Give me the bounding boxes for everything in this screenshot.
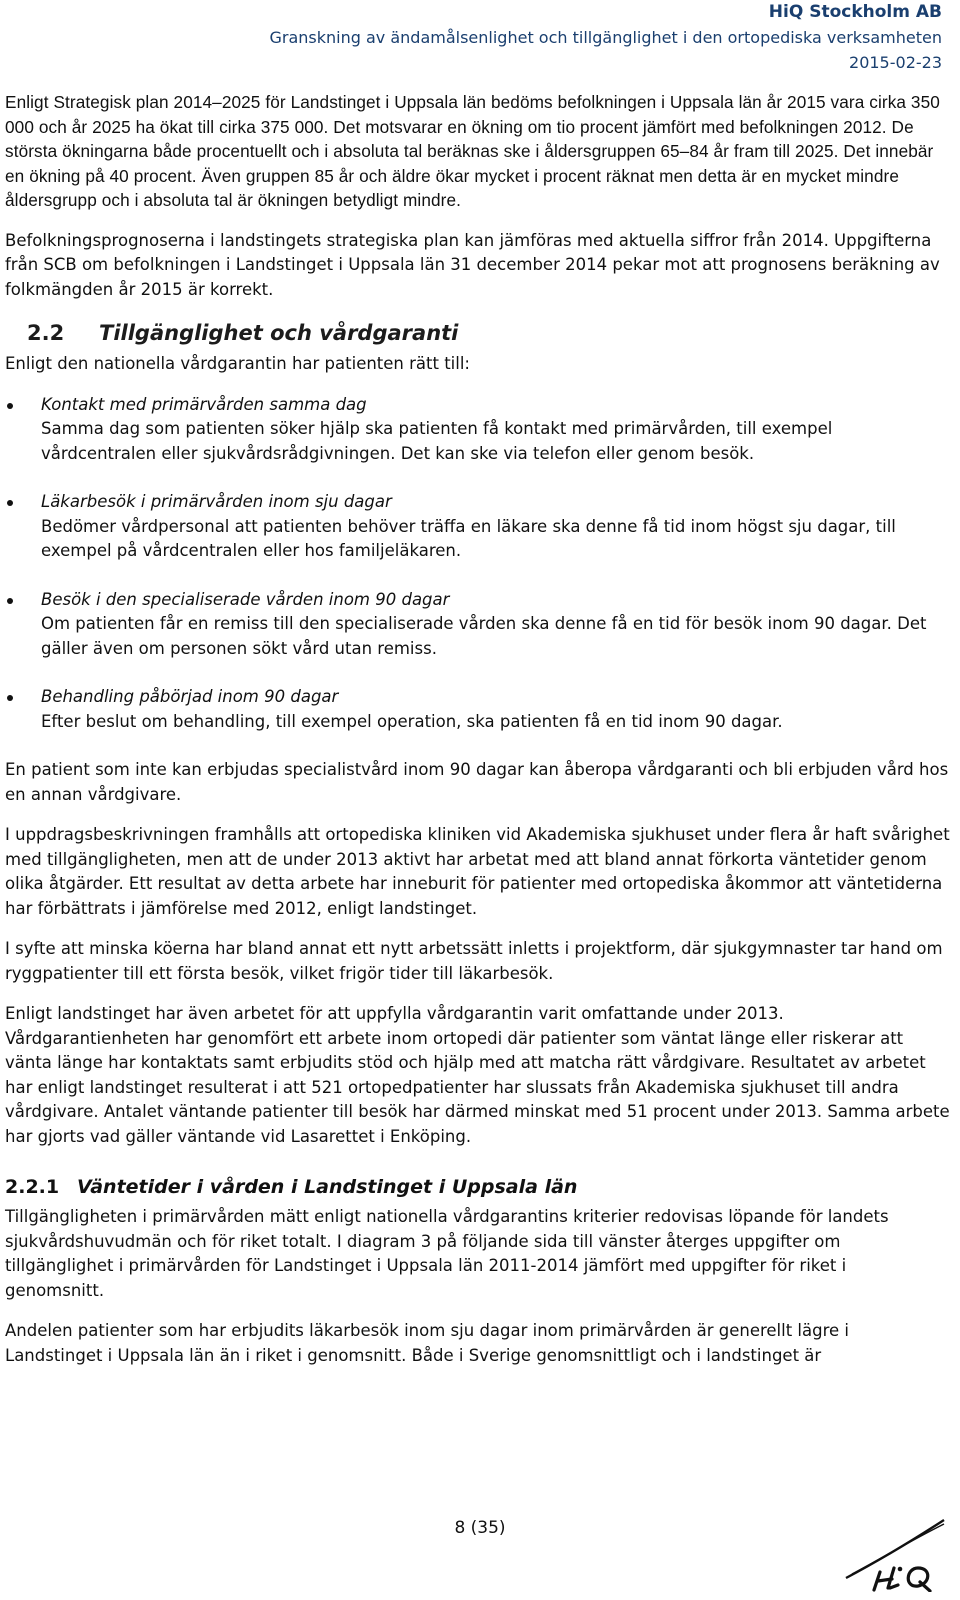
bullet-icon [7,500,13,506]
section-title: Väntetider i vården i Landstinget i Uppsala län [77,1176,578,1198]
body-text [5,90,950,1384]
list-item-lead: Läkarbesök i primärvården inom sju dagar [41,492,392,511]
bullet-icon [7,695,13,701]
paragraph-doctor-visit-share: Andelen patienter som har erbjudits läkarbesök inom sju dagar inom primärvården är generellt lägre i Landstinget i Uppsala län än i riket i genomsnitt. Både i Sverige genomsnittligt och i landstinget är [5,1321,849,1365]
list-item-text: Efter beslut om behandling, till exempel operation, ska patienten få en tid inom 90 dagar. [41,711,783,731]
section-heading-2-2 [5,318,950,348]
vardgaranti-list [5,393,950,735]
paragraph-population-forecast: Enligt Strategisk plan 2014–2025 för Landstinget i Uppsala län bedöms befolkningen i Uppsala län år 2015 vara cirka 350 000 och år 2025 ha ökat till cirka 375 000. Det motsvarar en ökning om tio procent jämfört med befolkningen 2012. De största ökningarna både procentuellt och i absoluta tal beräknas ske i åldersgruppen 65–84 år fram till 2025. Det innebär en ökning på 40 procent. Även gruppen 85 år och äldre ökar mycket i procent räknat men detta är en mycket mindre åldersgrupp och i absoluta tal är ökningen betydligt mindre. [5,92,940,210]
bullet-icon [7,403,13,409]
header-company: HiQ Stockholm AB [768,2,942,22]
list-item [5,490,950,564]
page-header [270,0,943,75]
list-item-text: Samma dag som patienten söker hjälp ska patienten få kontakt med primärvården, till exempel vårdcentralen eller sjukvårdsrådgivningen. Det kan ske via telefon eller genom besök. [41,419,833,463]
list-item-text: Om patienten får en remiss till den specialiserade vården ska denne få en tid för besök inom 90 dagar. Det gäller även om personen sökt vård utan remiss. [41,614,927,658]
page-number: 8 (35) [454,1518,506,1538]
section-number: 2.2.1 [5,1176,60,1198]
section-number: 2.2 [27,321,65,345]
bullet-icon [7,598,13,604]
header-title: Granskning av ändamålsenlighet och tillgänglighet i den ortopediska verksamheten [269,28,942,47]
section-title: Tillgänglighet och vårdgaranti [99,321,459,345]
paragraph-queues: I syfte att minska köerna har bland annat ett nytt arbetssätt inletts i projektform, där sjukgymnaster tar hand om ryggpatienter till ett första besök, vilket frigör tider till läkarbesök. [5,939,943,983]
paragraph-vardgaranti-work: Enligt landstinget har även arbetet för att uppfylla vårdgarantin varit omfattande under 2013. Vårdgarantienheten har genomfört ett arbete inom ortopedi där patienter som väntat länge eller riskerar att vänta länge har kontaktats samt erbjudits stöd och hjälp med att matcha rätt vårdgivare. Resultatet av arbetet har enligt landstinget resulterat i att 521 ortopedpatienter har slussats från Akademiska sjukhuset till andra vårdgivare. Antalet väntande patienter till besök har därmed minskat med 51 procent under 2013. Samma arbete har gjorts vad gäller väntande vid Lasarettet i Enköping. [5,1004,950,1146]
list-item-text: Bedömer vårdpersonal att patienten behöver träffa en läkare ska denne få tid inom högst sju dagar, till exempel på vårdcentralen eller hos familjeläkaren. [41,516,896,560]
paragraph-forecast-comparison: Befolkningsprognoserna i landstingets strategiska plan kan jämföras med aktuella siffror från 2014. Uppgifterna från SCB om befolkningen i Landstinget i Uppsala län 31 december 2014 pekar mot att prognosens beräkning av folkmängden år 2015 är korrekt. [5,230,940,299]
list-item [5,393,950,467]
paragraph-vardgaranti-intro: Enligt den nationella vårdgarantin har patienten rätt till: [5,354,470,373]
paragraph-primary-care-access: Tillgängligheten i primärvården mätt enligt nationella vårdgarantins kriterier redovisas löpande för landets sjukvårdshuvudmän och för riket totalt. I diagram 3 på följande sida till vänster återges uppgifter om tillgänglighet i primärvården för Landstinget i Uppsala län 2011-2014 jämfört med uppgifter för riket i genomsnitt. [5,1207,889,1300]
header-date: 2015-02-23 [849,53,942,72]
hiq-logo-icon [840,1512,950,1592]
paragraph-assignment: I uppdragsbeskrivningen framhålls att ortopediska kliniken vid Akademiska sjukhuset under flera år haft svårighet med tillgängligheten, men att de under 2013 aktivt har arbetat med att bland annat förkorta väntetider genom olika åtgärder. Ett resultat av detta arbete har inneburit för patienter med ortopediska åkommor att väntetiderna har förbättrats i jämförelse med 2012, enligt landstinget. [5,825,950,918]
paragraph-specialist-care: En patient som inte kan erbjudas specialistvård inom 90 dagar kan åberopa vårdgaranti och bli erbjuden vård hos en annan vårdgivare. [5,760,949,804]
section-heading-2-2-1 [5,1173,950,1201]
list-item-lead: Besök i den specialiserade vården inom 90 dagar [41,589,450,609]
list-item [5,588,950,662]
list-item-lead: Behandling påbörjad inom 90 dagar [41,687,339,706]
list-item [5,685,950,734]
list-item-lead: Kontakt med primärvården samma dag [41,394,367,414]
